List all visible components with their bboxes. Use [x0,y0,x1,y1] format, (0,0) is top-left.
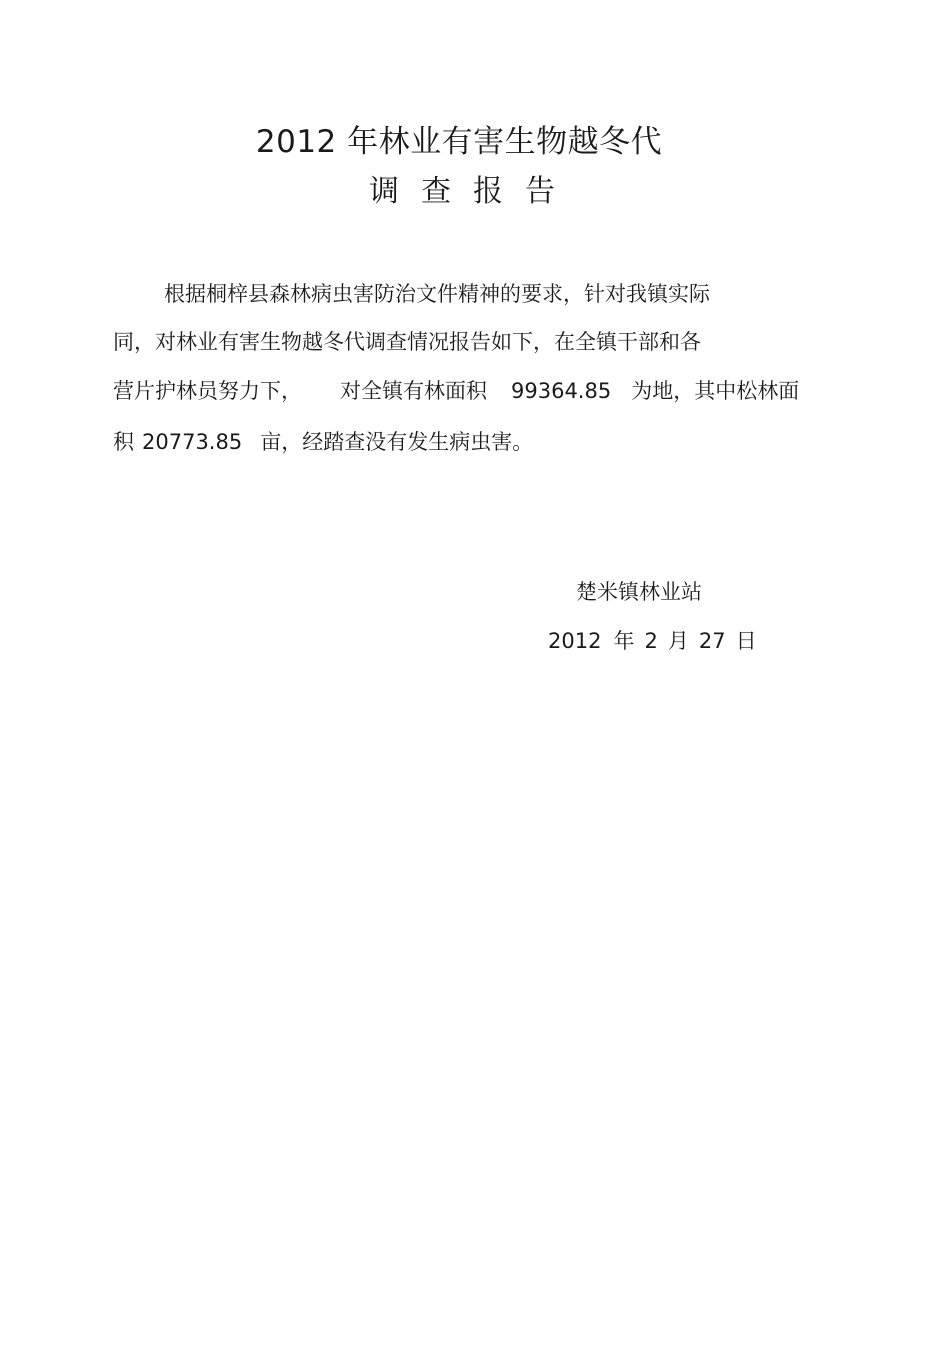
date-month: 2 [644,629,658,653]
date-year-unit: 年 [613,629,635,653]
body-line-2 [113,327,853,357]
body-text-segment: 积 [113,430,134,454]
body-text-segment: 营片护林员努力下， [113,379,302,403]
body-text-segment: 根据桐梓县森林病虫害防治文件精神的要求，针对我镇实际 [164,282,710,306]
body-text-segment: 为地，其中松林面 [631,379,800,403]
body-line-1 [164,279,904,309]
body-line-4 [113,427,853,457]
report-title: 2012 年林业有害生物越冬代 [255,124,663,160]
body-text-segment: 对全镇有林面积 [340,379,487,403]
body-text-segment: 同，对林业有害生物越冬代调查情况报告如下，在全镇干部和各 [113,330,701,354]
date-day: 27 [698,629,726,653]
signature-organization: 楚米镇林业站 [576,580,702,604]
date-month-unit: 月 [667,629,689,653]
signature-date [548,626,757,656]
body-text-segment: 亩，经踏查没有发生病虫害。 [260,430,534,454]
date-day-unit: 日 [735,629,757,653]
pine-area-value: 20773.85 [142,430,243,454]
report-subtitle: 调查报告 [369,174,577,209]
body-line-3 [113,376,853,406]
forest-area-value: 99364.85 [511,379,612,403]
date-year: 2012 [548,629,602,653]
